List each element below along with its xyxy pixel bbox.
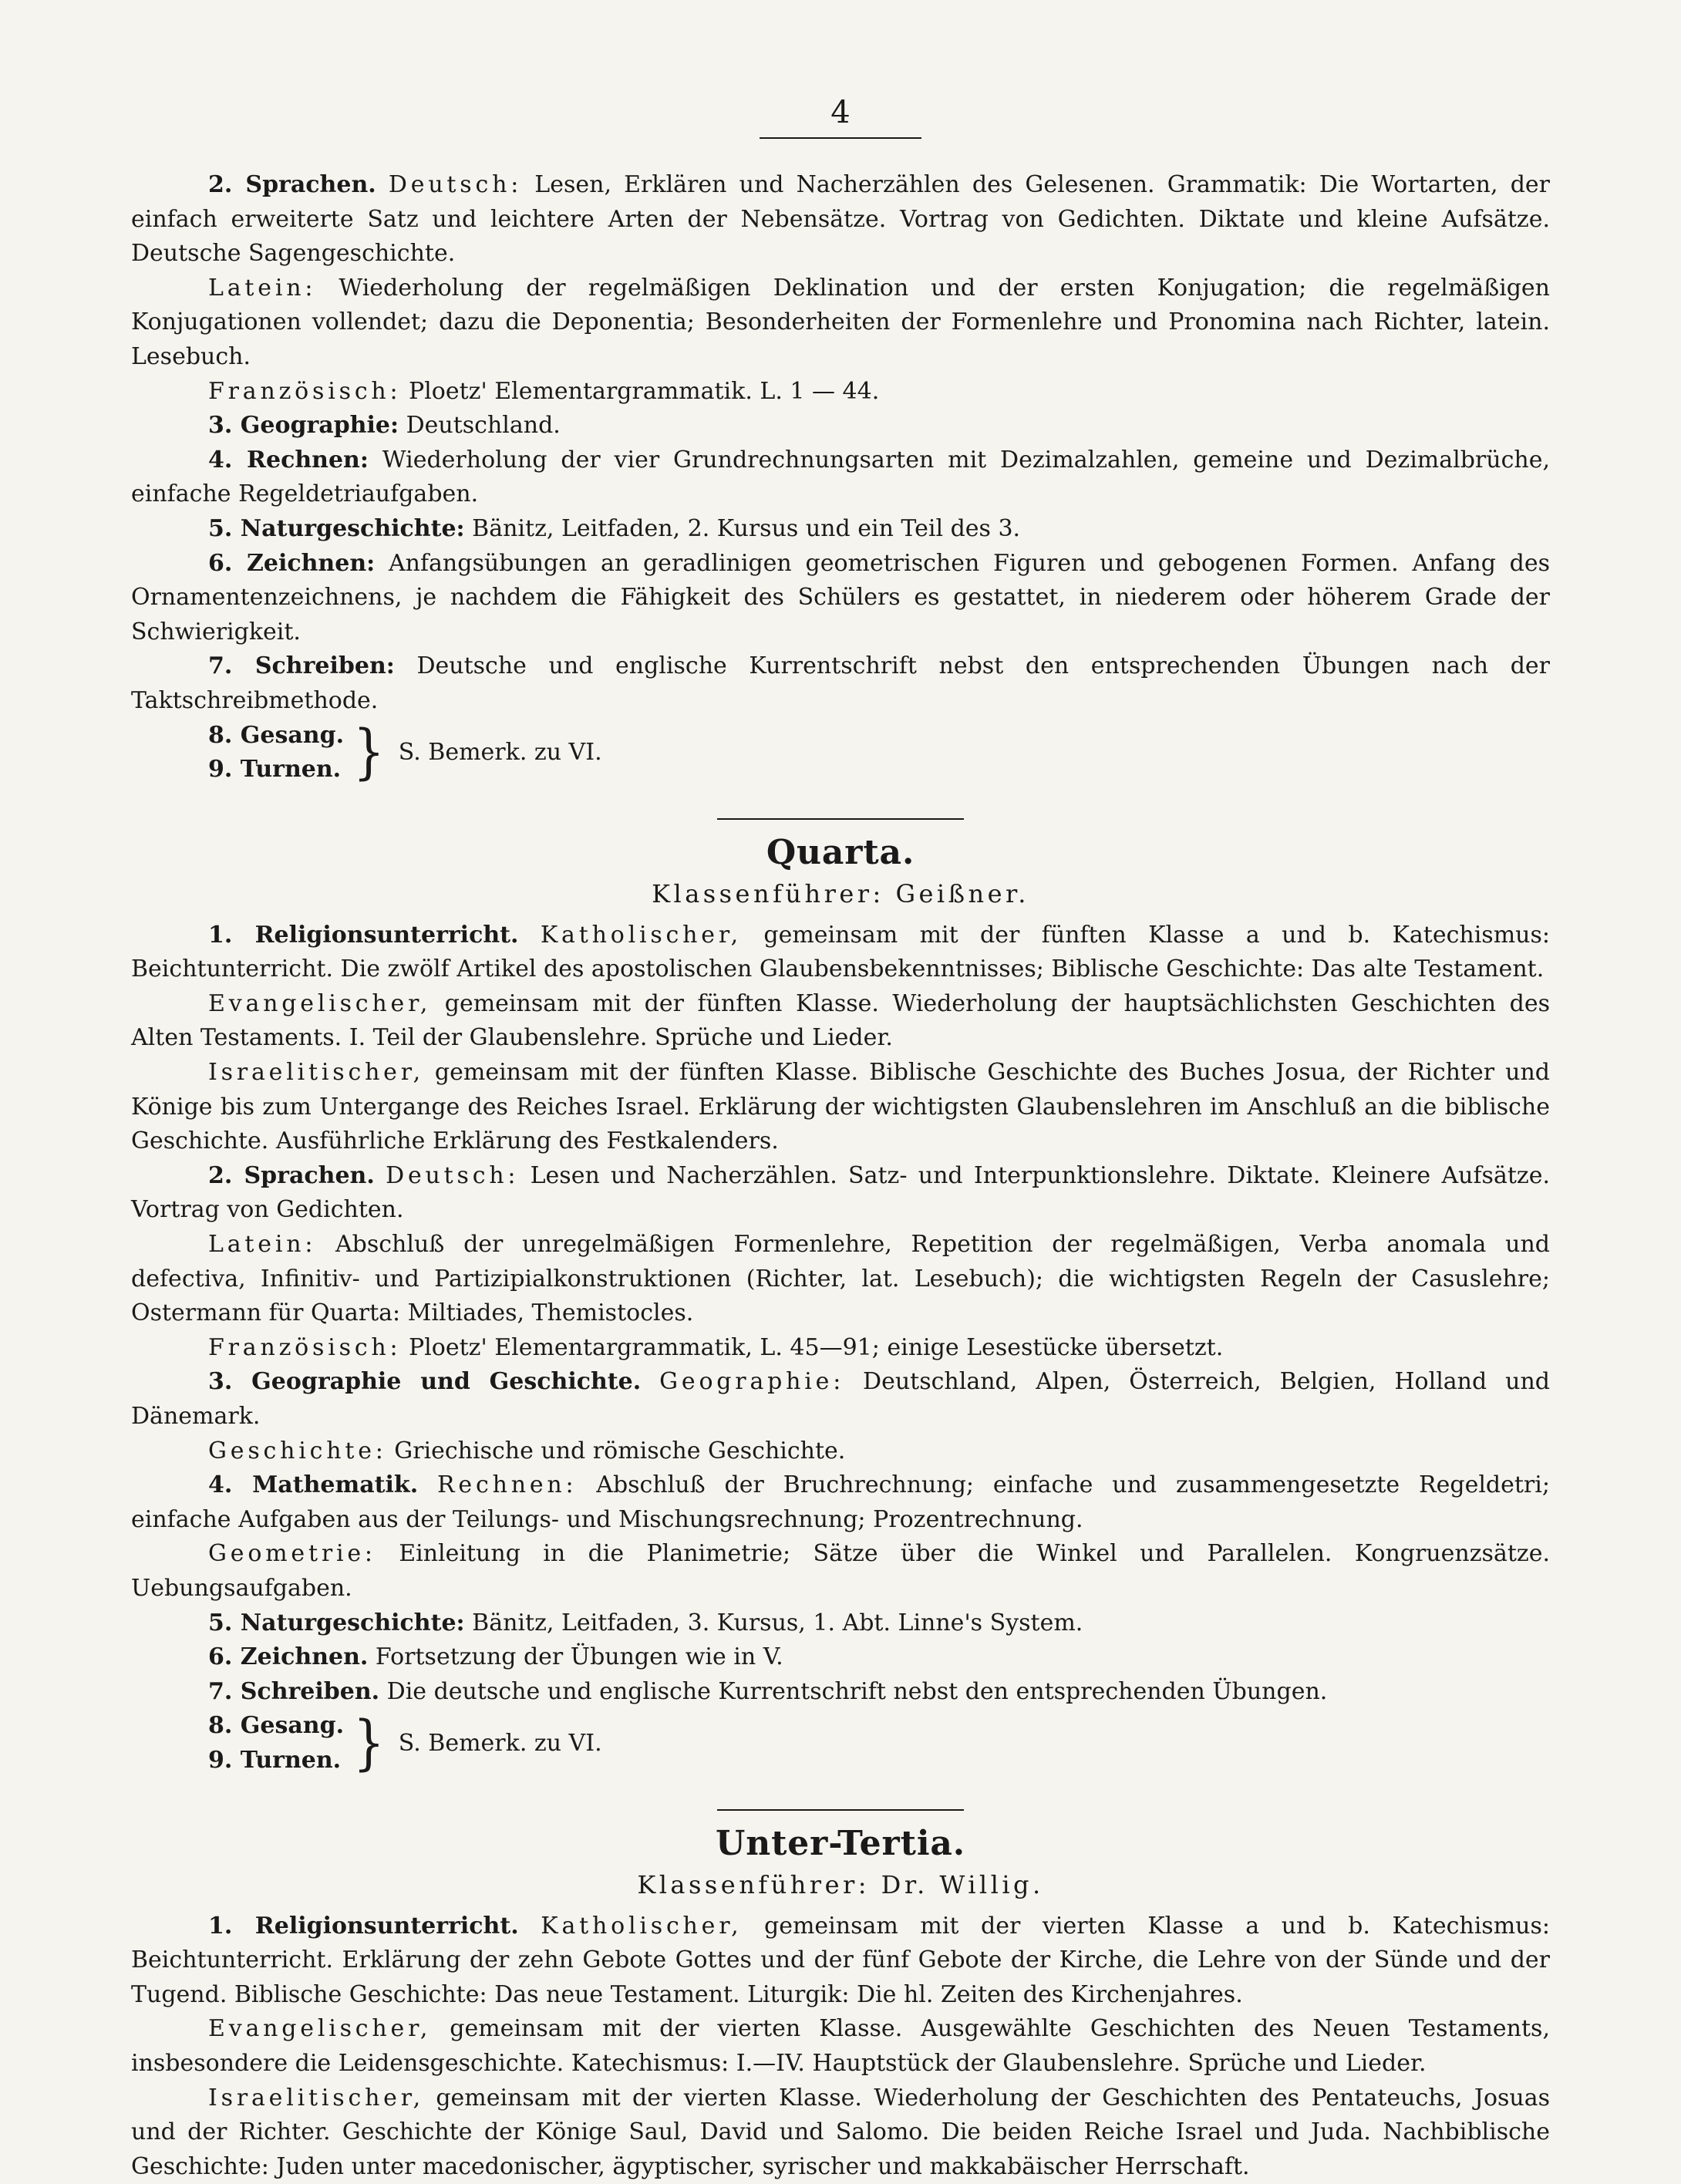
paragraph-geometrie <box>131 1537 1550 1606</box>
class-leader: Klassenführer: Geißner. <box>131 875 1550 912</box>
paragraph-text: Deutschland, Alpen, Österreich, Belgien, Holland und Dänemark. <box>131 1368 1550 1430</box>
gesang-turnen-group <box>208 719 1550 787</box>
paragraph-text: Abschluß der Bruchrechnung; einfache und zusammengesetzte Regeldetri; einfache Aufgaben aus der Teilungs- und Mischungsrechnung; Prozentrechnung. <box>131 1471 1550 1533</box>
paragraph-naturgeschichte <box>131 512 1550 547</box>
item-label: 5. Naturgeschichte: <box>208 515 465 542</box>
paragraph-evangelisch <box>131 2012 1550 2081</box>
paragraph-text: Lesen, Erklären und Nacherzählen des Gelesenen. Grammatik: Die Wortarten, der einfach erweiterte Satz und leichtere Arten der Nebensätze. Vortrag von Gedichten. Diktate und kleine Aufsätze. Deutsche Sagengeschichte. <box>131 171 1550 267</box>
paragraph-text: Lesen und Nacherzählen. Satz- und Interpunktionslehre. Diktate. Kleinere Aufsätze. Vortrag von Gedichten. <box>131 1162 1550 1224</box>
paragraph-israelitisch <box>131 2081 1550 2184</box>
paragraph-zeichnen <box>131 1640 1550 1675</box>
paragraph-text: Ploetz' Elementargrammatik, L. 45—91; einige Lesestücke übersetzt. <box>401 1334 1223 1361</box>
item-label: 8. Gesang. <box>208 719 344 753</box>
paragraph-text: Deutschland. <box>399 412 561 439</box>
item-label: 8. Gesang. <box>208 1709 344 1744</box>
paragraph-text: Bänitz, Leitfaden, 2. Kursus und ein Teil des 3. <box>465 515 1020 542</box>
paragraph-text: gemeinsam mit der vierten Klasse a und b. Katechismus: Beichtunterricht. Erklärung der zehn Gebote Gottes und der fünf Gebote der Kirche, die Lehre von der Sünde und der Tugend. Biblische Geschichte: Das neue Testament. Liturgik: Die hl. Zeiten des Kirchenjahres. <box>131 1913 1550 2008</box>
paragraph-schreiben <box>131 1675 1550 1710</box>
subject-label: Evangelischer, <box>208 990 431 1017</box>
paragraph-text: Wiederholung der regelmäßigen Deklination und der ersten Konjugation; die regelmäßigen Konjugationen vollendet; dazu die Deponentia; Besonderheiten der Formenlehre und Pronomina nach Richter, latein. Lesebuch. <box>131 275 1550 370</box>
subject-label: Katholischer, <box>541 922 742 949</box>
paragraph-text: Deutsche und englische Kurrentschrift nebst den entsprechenden Übungen nach der Taktschreibmethode. <box>131 652 1550 714</box>
brace-symbol: } <box>353 1714 385 1774</box>
gesang-turnen-group <box>208 1709 1550 1778</box>
item-label: 2. Sprachen. <box>208 1162 375 1189</box>
subject-label: Rechnen: <box>437 1471 577 1498</box>
paragraph-text: Ploetz' Elementargrammatik. L. 1 — 44. <box>401 378 879 405</box>
paragraph-text: Fortsetzung der Übungen wie in V. <box>368 1643 783 1670</box>
item-label: 6. Zeichnen: <box>208 550 375 577</box>
page-content <box>131 168 1550 2184</box>
item-label: 2. Sprachen. <box>208 171 376 198</box>
paragraph-latein <box>131 1228 1550 1331</box>
subject-label: Latein: <box>208 275 316 302</box>
brace-symbol: } <box>353 723 385 783</box>
subject-label: Geographie: <box>659 1368 844 1395</box>
subject-label: Deutsch: <box>386 1162 519 1189</box>
paragraph-text: gemeinsam mit der vierten Klasse. Wiederholung der Geschichten des Pentateuchs, Josuas und der Richter. Geschichte der Könige Saul, David und Salomo. Die beiden Reiche Israel und Juda. Nachbiblische Geschichte: Juden unter macedonischer, ägyptischer, syrischer und makkabäischer Herrschaft. <box>131 2085 1550 2180</box>
item-label: 3. Geographie: <box>208 412 399 439</box>
paragraph-franzoesisch <box>131 375 1550 410</box>
paragraph-sprachen <box>131 1159 1550 1228</box>
paragraph-text: Wiederholung der vier Grundrechnungsarten mit Dezimalzahlen, gemeine und Dezimalbrüche, einfache Regeldetriaufgaben. <box>131 447 1550 508</box>
paragraph-mathematik <box>131 1468 1550 1537</box>
paragraph-religion <box>131 918 1550 987</box>
item-label: 6. Zeichnen. <box>208 1643 368 1670</box>
page-number: 4 <box>760 91 921 139</box>
subject-label: Geometrie: <box>208 1540 376 1567</box>
paragraph-geographie <box>131 409 1550 443</box>
class-leader: Klassenführer: Dr. Willig. <box>131 1866 1550 1903</box>
section-divider <box>717 1809 964 1811</box>
paragraph-sprachen <box>131 168 1550 271</box>
paragraph-israelitisch <box>131 1056 1550 1159</box>
paragraph-text: gemeinsam mit der fünften Klasse a und b. Katechismus: Beichtunterricht. Die zwölf Artikel des apostolischen Glaubensbekenntnisses; Biblische Geschichte: Das alte Testament. <box>131 922 1550 983</box>
paragraph-religion <box>131 1909 1550 2013</box>
subject-label: Evangelischer, <box>208 2015 431 2042</box>
item-label: 7. Schreiben. <box>208 1678 379 1705</box>
paragraph-text: Bänitz, Leitfaden, 3. Kursus, 1. Abt. Linne's System. <box>465 1609 1083 1636</box>
section-title-untertertia: Unter-Tertia. <box>131 1822 1550 1866</box>
paragraph-schreiben <box>131 649 1550 718</box>
paragraph-text: Anfangsübungen an geradlinigen geometrischen Figuren und gebogenen Formen. Anfang des Ornamentenzeichnens, je nachdem die Fähigkeit des Schülers es gestattet, in niederem oder höherem Grade der Schwierigkeit. <box>131 550 1550 645</box>
item-label: 9. Turnen. <box>208 1744 344 1778</box>
subject-label: Katholischer, <box>541 1913 742 1940</box>
paragraph-text: Einleitung in die Planimetrie; Sätze über die Winkel und Parallelen. Kongruenzsätze. Uebungsaufgaben. <box>131 1540 1550 1602</box>
subject-label: Latein: <box>208 1231 316 1258</box>
paragraph-text: gemeinsam mit der fünften Klasse. Wiederholung der hauptsächlichsten Geschichten des Alten Testaments. I. Teil der Glaubenslehre. Sprüche und Lieder. <box>131 990 1550 1052</box>
paragraph-naturgeschichte <box>131 1606 1550 1641</box>
paragraph-zeichnen <box>131 547 1550 650</box>
brace-note: S. Bemerk. zu VI. <box>399 1727 602 1761</box>
item-label: 7. Schreiben: <box>208 652 395 679</box>
paragraph-text: Abschluß der unregelmäßigen Formenlehre, Repetition der regelmäßigen, Verba anomala und defectiva, Infinitiv- und Partizipialkonstruktionen (Richter, lat. Lesebuch); die wichtigsten Regeln der Casuslehre; Ostermann für Quarta: Miltiades, Themistocles. <box>131 1231 1550 1326</box>
subject-label: Französisch: <box>208 1334 401 1361</box>
paragraph-rechnen <box>131 443 1550 512</box>
item-label: 3. Geographie und Geschichte. <box>208 1368 641 1395</box>
item-label: 9. Turnen. <box>208 753 344 787</box>
subject-label: Geschichte: <box>208 1437 387 1464</box>
paragraph-franzoesisch <box>131 1331 1550 1366</box>
paragraph-text: Griechische und römische Geschichte. <box>387 1437 846 1464</box>
item-label: 4. Mathematik. <box>208 1471 418 1498</box>
paragraph-text: gemeinsam mit der vierten Klasse. Ausgewählte Geschichten des Neuen Testaments, insbesondere die Leidensgeschichte. Katechismus: I.—IV. Hauptstück der Glaubenslehre. Sprüche und Lieder. <box>131 2015 1550 2077</box>
section-divider <box>717 818 964 820</box>
paragraph-text: Die deutsche und englische Kurrentschrift nebst den entsprechenden Übungen. <box>379 1678 1327 1705</box>
subject-label: Deutsch: <box>389 171 522 198</box>
item-label: 5. Naturgeschichte: <box>208 1609 465 1636</box>
subject-label: Israelitischer, <box>208 1059 424 1086</box>
item-label: 1. Religionsunterricht. <box>208 922 518 949</box>
item-label: 4. Rechnen: <box>208 447 369 474</box>
subject-label: Israelitischer, <box>208 2085 424 2112</box>
paragraph-evangelisch <box>131 987 1550 1056</box>
paragraph-latein <box>131 271 1550 375</box>
section-title-quarta: Quarta. <box>131 831 1550 875</box>
item-label: 1. Religionsunterricht. <box>208 1913 519 1940</box>
subject-label: Französisch: <box>208 378 401 405</box>
paragraph-text: gemeinsam mit der fünften Klasse. Biblische Geschichte des Buches Josua, der Richter und Könige bis zum Untergange des Reiches Israel. Erklärung der wichtigsten Glaubenslehren im Anschluß an die biblische Geschichte. Ausführliche Erklärung des Festkalenders. <box>131 1059 1550 1154</box>
brace-note: S. Bemerk. zu VI. <box>399 736 602 770</box>
paragraph-geschichte <box>131 1434 1550 1469</box>
paragraph-geographie-geschichte <box>131 1365 1550 1434</box>
